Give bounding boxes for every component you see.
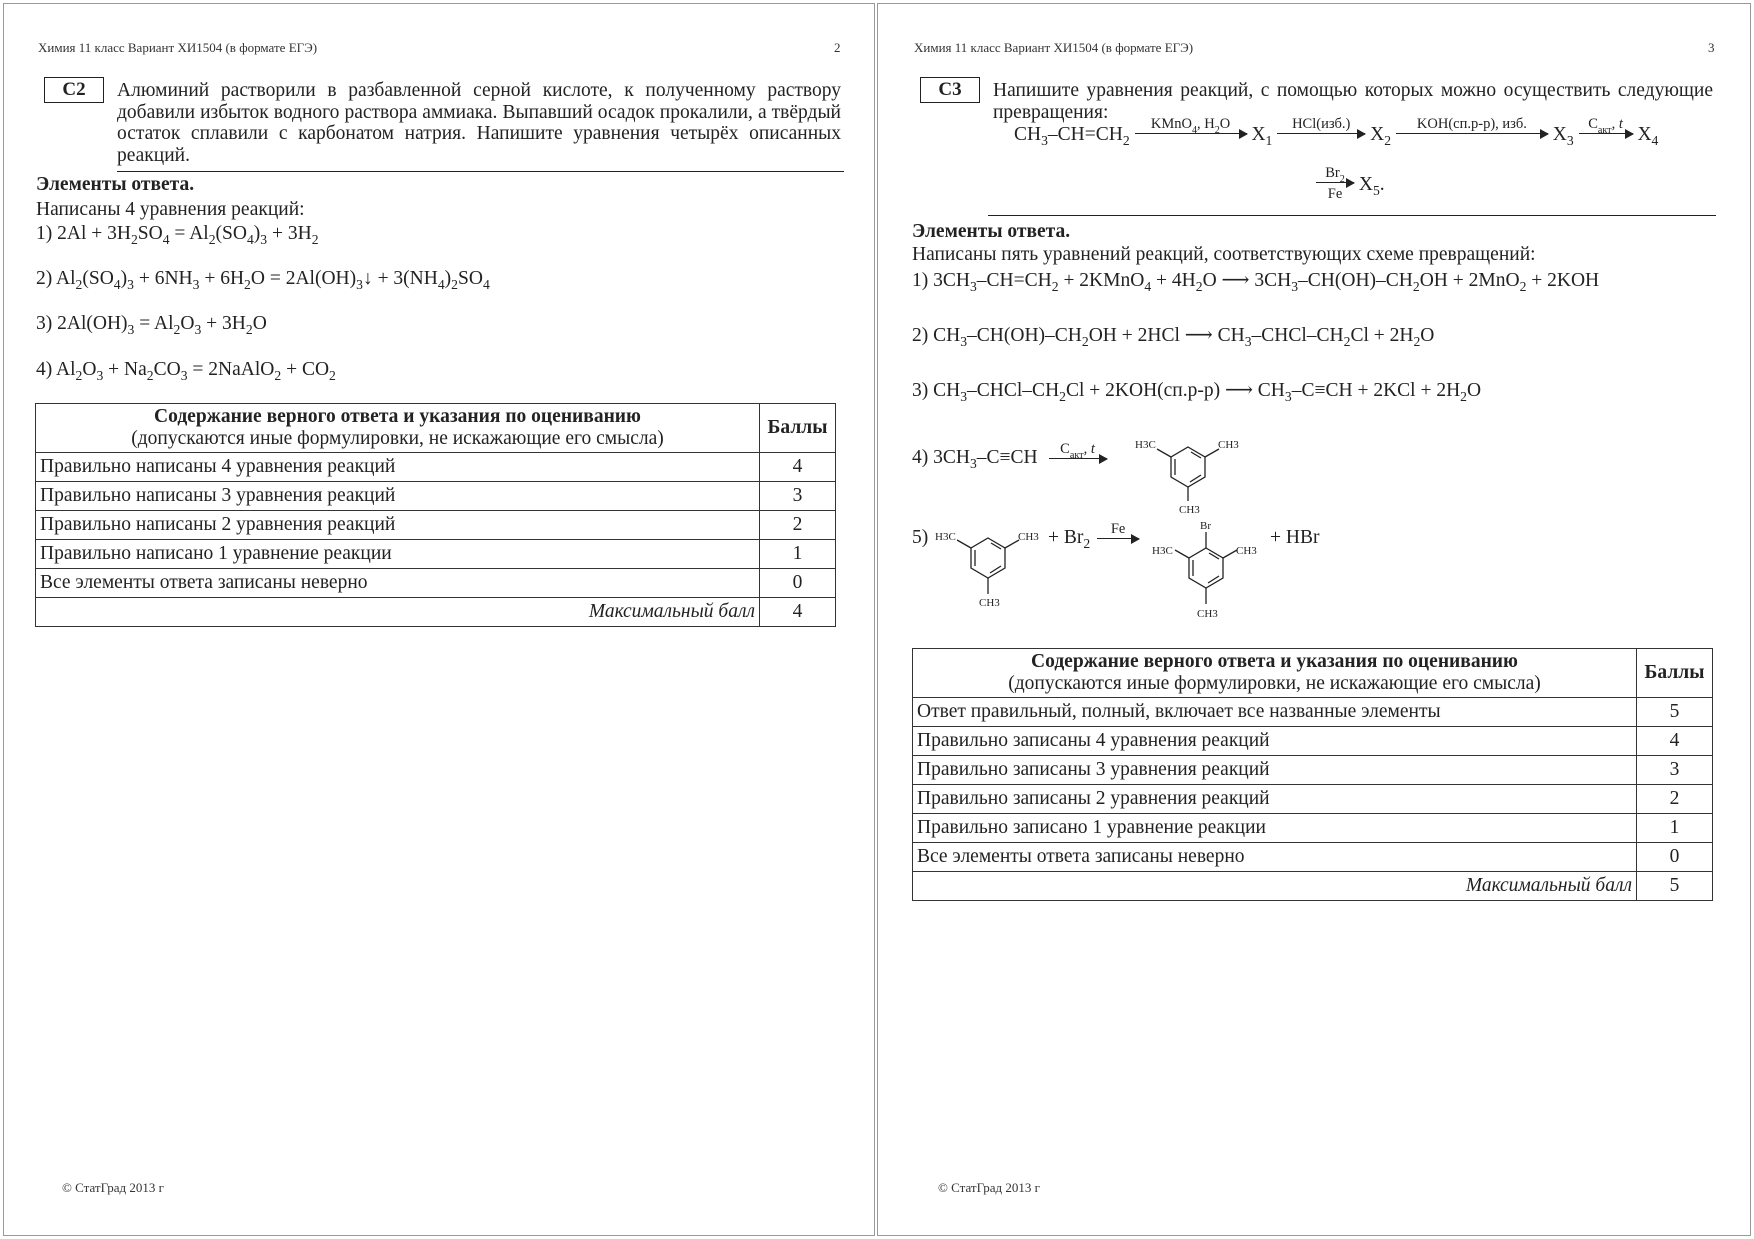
row-criterion: Правильно записаны 4 уравнения реакций (913, 727, 1637, 756)
row-points: 4 (760, 453, 836, 482)
grading-table-header (913, 649, 1713, 698)
methyl-label: CH3 (1197, 608, 1218, 620)
mesitylene-structure (1132, 429, 1244, 517)
arrow-2 (1277, 117, 1365, 134)
answer-heading: Элементы ответа. (36, 174, 195, 195)
max-score-row (913, 872, 1713, 901)
equation-3: 3) $2Al(OH)_3 = Al_2O_3 + 3H_2O$ (36, 313, 267, 337)
row-points: 2 (760, 511, 836, 540)
table-row (36, 453, 836, 482)
row-points: 2 (1637, 785, 1713, 814)
grading-header-main: Содержание верного ответа и указания по оцениванию (154, 406, 641, 427)
equation-5-byproduct: + HBr (1270, 527, 1320, 548)
table-row (913, 756, 1713, 785)
row-criterion: Ответ правильный, полный, включает все названные элементы (913, 698, 1637, 727)
max-score-label: Максимальный балл (913, 872, 1637, 901)
max-score-row (36, 598, 836, 627)
grading-header-content (36, 404, 760, 453)
methyl-label: H3C (935, 531, 956, 543)
row-criterion: Все элементы ответа записаны неверно (913, 843, 1637, 872)
table-row (913, 698, 1713, 727)
table-row (36, 540, 836, 569)
row-points: 5 (1637, 698, 1713, 727)
row-criterion: Все элементы ответа записаны неверно (36, 569, 760, 598)
methyl-label: CH3 (979, 597, 1000, 609)
table-row (913, 727, 1713, 756)
page-2 (3, 3, 875, 1236)
question-text: Напишите уравнения реакций, с помощью которых можно осуществить следующие превращения: (993, 80, 1713, 123)
arrow-3 (1396, 117, 1548, 134)
eq4-arrow (1049, 441, 1107, 462)
arrow-3-label: KOH(сп.р-р), изб. (1416, 116, 1527, 133)
arrow-5 (1316, 166, 1354, 201)
methyl-label: CH3 (1179, 504, 1200, 516)
page-number: 2 (834, 40, 841, 55)
page-footer: © СтатГрад 2013 г (938, 1180, 1040, 1195)
arrow-4 (1579, 116, 1633, 137)
equation-5-label: 5) (912, 527, 929, 548)
arrow-1-label: KMnO$_4$, $H_2O$ (1150, 116, 1231, 137)
grading-table (912, 648, 1713, 901)
question-divider (117, 171, 844, 172)
row-criterion: Правильно написаны 2 уравнения реакций (36, 511, 760, 540)
page-footer: © СтатГрад 2013 г (62, 1180, 164, 1195)
table-row (913, 814, 1713, 843)
table-row (36, 482, 836, 511)
row-criterion: Правильно записаны 2 уравнения реакций (913, 785, 1637, 814)
row-criterion: Правильно записаны 3 уравнения реакций (913, 756, 1637, 785)
eq5-arrow-label: Fe (1110, 521, 1126, 538)
transformation-scheme-line-2: $\frac{Br_2}{Fe}$ $X_5$. (1316, 168, 1385, 203)
benzene-ring (957, 538, 1019, 594)
question-divider (988, 215, 1716, 216)
methyl-label: CH3 (1218, 439, 1239, 451)
row-points: 1 (760, 540, 836, 569)
question-label: С2 (44, 77, 104, 103)
table-row (913, 785, 1713, 814)
equation-4: 4) $3CH_3-C\equiv CH$ $C_{акт}$, t (912, 447, 1107, 469)
arrow-5-top: $Br_2$ (1325, 165, 1345, 185)
page-header: Химия 11 класс Вариант ХИ1504 (в формате ЕГЭ) (38, 40, 318, 55)
row-criterion: Правильно написаны 3 уравнения реакций (36, 482, 760, 511)
grading-table (35, 403, 836, 627)
row-points: 3 (1637, 756, 1713, 785)
methyl-label: H3C (1152, 545, 1173, 557)
grading-header-main: Содержание верного ответа и указания по оцениванию (1031, 651, 1518, 672)
row-points: 0 (760, 569, 836, 598)
row-criterion: Правильно записано 1 уравнение реакции (913, 814, 1637, 843)
row-points: 4 (1637, 727, 1713, 756)
bromomesitylene-structure (1150, 518, 1262, 624)
answer-heading: Элементы ответа. (912, 221, 1071, 242)
row-points: 3 (760, 482, 836, 511)
methyl-label: CH3 (1236, 545, 1257, 557)
question-label: С3 (920, 77, 980, 103)
bromine-label: Br (1200, 520, 1211, 532)
grading-header-points: Баллы (760, 404, 836, 453)
max-score-value: 5 (1637, 872, 1713, 901)
max-score-label: Максимальный балл (36, 598, 760, 627)
eq4-arrow-label: $C_{акт}$, t (1060, 441, 1095, 462)
grading-header-points: Баллы (1637, 649, 1713, 698)
row-criterion: Правильно написано 1 уравнение реакции (36, 540, 760, 569)
answer-intro: Написаны пять уравнений реакций, соответствующих схеме превращений: (912, 244, 1536, 265)
question-text: Алюминий растворили в разбавленной серной кислоте, к полученному раствору добавили избыток водного раствора аммиака. Выпавший осадок прокалили, а твёрдый остаток сплавили с карбонатом натрия. Напишите уравнения четырёх описанных реакций. (117, 80, 841, 166)
equation-5-reagents: + $Br_2$ Fe (1048, 527, 1139, 549)
arrow-4-label: $C_{акт}$, t (1588, 116, 1623, 137)
transformation-scheme: $CH_3-CH=CH_2$ KMnO$_4$, $H_2O$ $X_1$ HCl(изб.) $X_2$ KOH(сп.р-р), изб. $X_3$ $C_{акт}$, t $X_4$ (1014, 116, 1659, 148)
grading-header-sub: (допускаются иные формулировки, не искажающие его смысла) (1008, 673, 1541, 694)
methyl-label: H3C (1135, 439, 1156, 451)
arrow-1 (1135, 116, 1247, 137)
row-criterion: Правильно написаны 4 уравнения реакций (36, 453, 760, 482)
grading-table-header (36, 404, 836, 453)
equation-2: 2) $Al_2(SO_4)_3 + 6NH_3 + 6H_2O$ = $2Al(OH)_3↓ + 3(NH_4)_2SO_4$ (36, 268, 490, 292)
table-row (36, 511, 836, 540)
mesitylene-structure (932, 512, 1044, 612)
page-header: Химия 11 класс Вариант ХИ1504 (в формате ЕГЭ) (914, 40, 1194, 55)
arrow-2-label: HCl(изб.) (1292, 116, 1351, 133)
benzene-ring (1175, 532, 1237, 604)
page-number: 3 (1708, 40, 1715, 55)
methyl-label: CH3 (1018, 531, 1039, 543)
equation-1: 1) $2Al + 3H_2SO_4 = Al_2(SO_4)_3 + 3H_2$ (36, 223, 319, 247)
grading-header-content (913, 649, 1637, 698)
max-score-value: 4 (760, 598, 836, 627)
arrow-5-bottom: Fe (1327, 186, 1343, 202)
equation-3: 3) $CH_3-CHCl-CH_2Cl + 2KOH(сп.р-р)$ ⟶ $CH_3-C\equiv CH + 2KCl + 2H_2O$ (912, 380, 1482, 404)
answer-intro: Написаны 4 уравнения реакций: (36, 199, 305, 220)
row-points: 0 (1637, 843, 1713, 872)
eq5-arrow (1097, 522, 1139, 539)
benzene-ring (1157, 447, 1219, 501)
equation-2: 2) $CH_3-CH(OH)-CH_2OH + 2HCl$ ⟶ $CH_3-CHCl-CH_2Cl + 2H_2O$ (912, 325, 1435, 349)
equation-4: 4) $Al_2O_3 + Na_2CO_3$ = 2NaAlO$_2$ + $CO_2$ (36, 359, 336, 383)
equation-1: 1) $3CH_3-CH=CH_2$ + 2KMnO$_4$ + $4H_2O$ ⟶ $3CH_3-CH(OH)-CH_2OH + 2MnO_2 + 2KOH$ (912, 270, 1600, 294)
table-row (913, 843, 1713, 872)
page-3 (877, 3, 1751, 1236)
grading-header-sub: (допускаются иные формулировки, не искажающие его смысла) (131, 428, 664, 449)
table-row (36, 569, 836, 598)
row-points: 1 (1637, 814, 1713, 843)
